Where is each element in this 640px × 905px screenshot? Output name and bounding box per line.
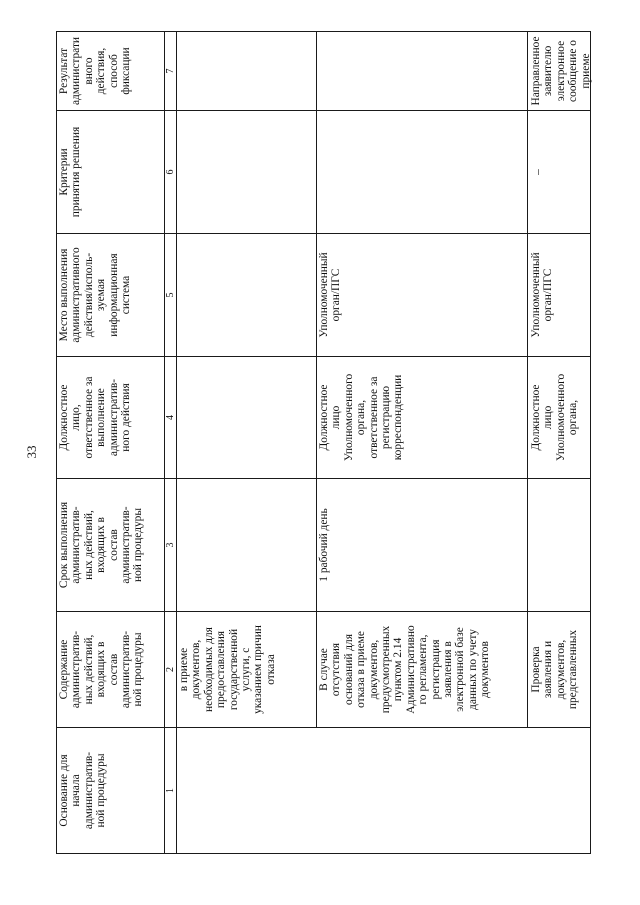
column-number-5: 5 — [165, 234, 177, 357]
basis-cell — [177, 728, 591, 854]
decision-criteria-cell — [177, 111, 317, 234]
responsible-official-cell — [177, 357, 317, 479]
header-cell-5: Место выполнения административного действия/исполь- зуемая информационная система — [57, 234, 165, 357]
page-number: 33 — [24, 445, 39, 459]
header-row — [57, 32, 165, 854]
column-number-7: 7 — [165, 32, 177, 111]
decision-criteria-cell — [317, 111, 528, 234]
table-row — [177, 32, 317, 854]
header-cell-2: Содержание административ- ных действий, входящих в состав административ- ной процедуры — [57, 612, 165, 728]
header-cell-3: Срок выполнения административ- ных действий, входящих в состав административ- ной процедуры — [57, 479, 165, 612]
place-system-cell — [177, 234, 317, 357]
column-number-2: 2 — [165, 612, 177, 728]
deadline-cell — [528, 479, 591, 612]
column-number-row — [165, 32, 177, 854]
procedure-table — [56, 31, 591, 854]
header-cell-4: Должностное лицо, ответственное за выполнение административ- ного действия — [57, 357, 165, 479]
column-number-3: 3 — [165, 479, 177, 612]
place-system-cell: Уполномоченный орган/ПГС — [528, 234, 591, 357]
procedure-table-frame — [56, 32, 590, 854]
header-cell-6: Критерии принятия решения — [57, 111, 165, 234]
action-content-cell: В случае отсутствия оснований для отказа в приеме документов, предусмотренных пунктом 2.14 Административно го регламента, регистрация заявления в электронной базе данных по учету документов — [317, 612, 528, 728]
result-cell — [177, 32, 317, 111]
header-cell-7: Результат административного действия, способ фиксации — [57, 32, 165, 111]
result-cell — [317, 32, 528, 111]
column-number-6: 6 — [165, 111, 177, 234]
column-number-4: 4 — [165, 357, 177, 479]
result-cell: Направленное заявителю электронное сообщение о приеме — [528, 32, 591, 111]
place-system-cell: Уполномоченный орган/ПГС — [317, 234, 528, 357]
decision-criteria-cell: – — [528, 111, 591, 234]
action-content-cell: Проверка заявления и документов, представленных — [528, 612, 591, 728]
header-cell-1: Основание для начала административ- ной процедуры — [57, 728, 165, 854]
deadline-cell: 1 рабочий день — [317, 479, 528, 612]
action-content-cell: в приеме документов, необходимых для предоставления государственной услуги, с указанием причин отказа — [177, 612, 317, 728]
column-number-1: 1 — [165, 728, 177, 854]
deadline-cell — [177, 479, 317, 612]
responsible-official-cell: Должностное лицо Уполномоченного органа, ответственное за регистрацию корреспонденции — [317, 357, 528, 479]
responsible-official-cell: Должностное лицо Уполномоченного органа, — [528, 357, 591, 479]
